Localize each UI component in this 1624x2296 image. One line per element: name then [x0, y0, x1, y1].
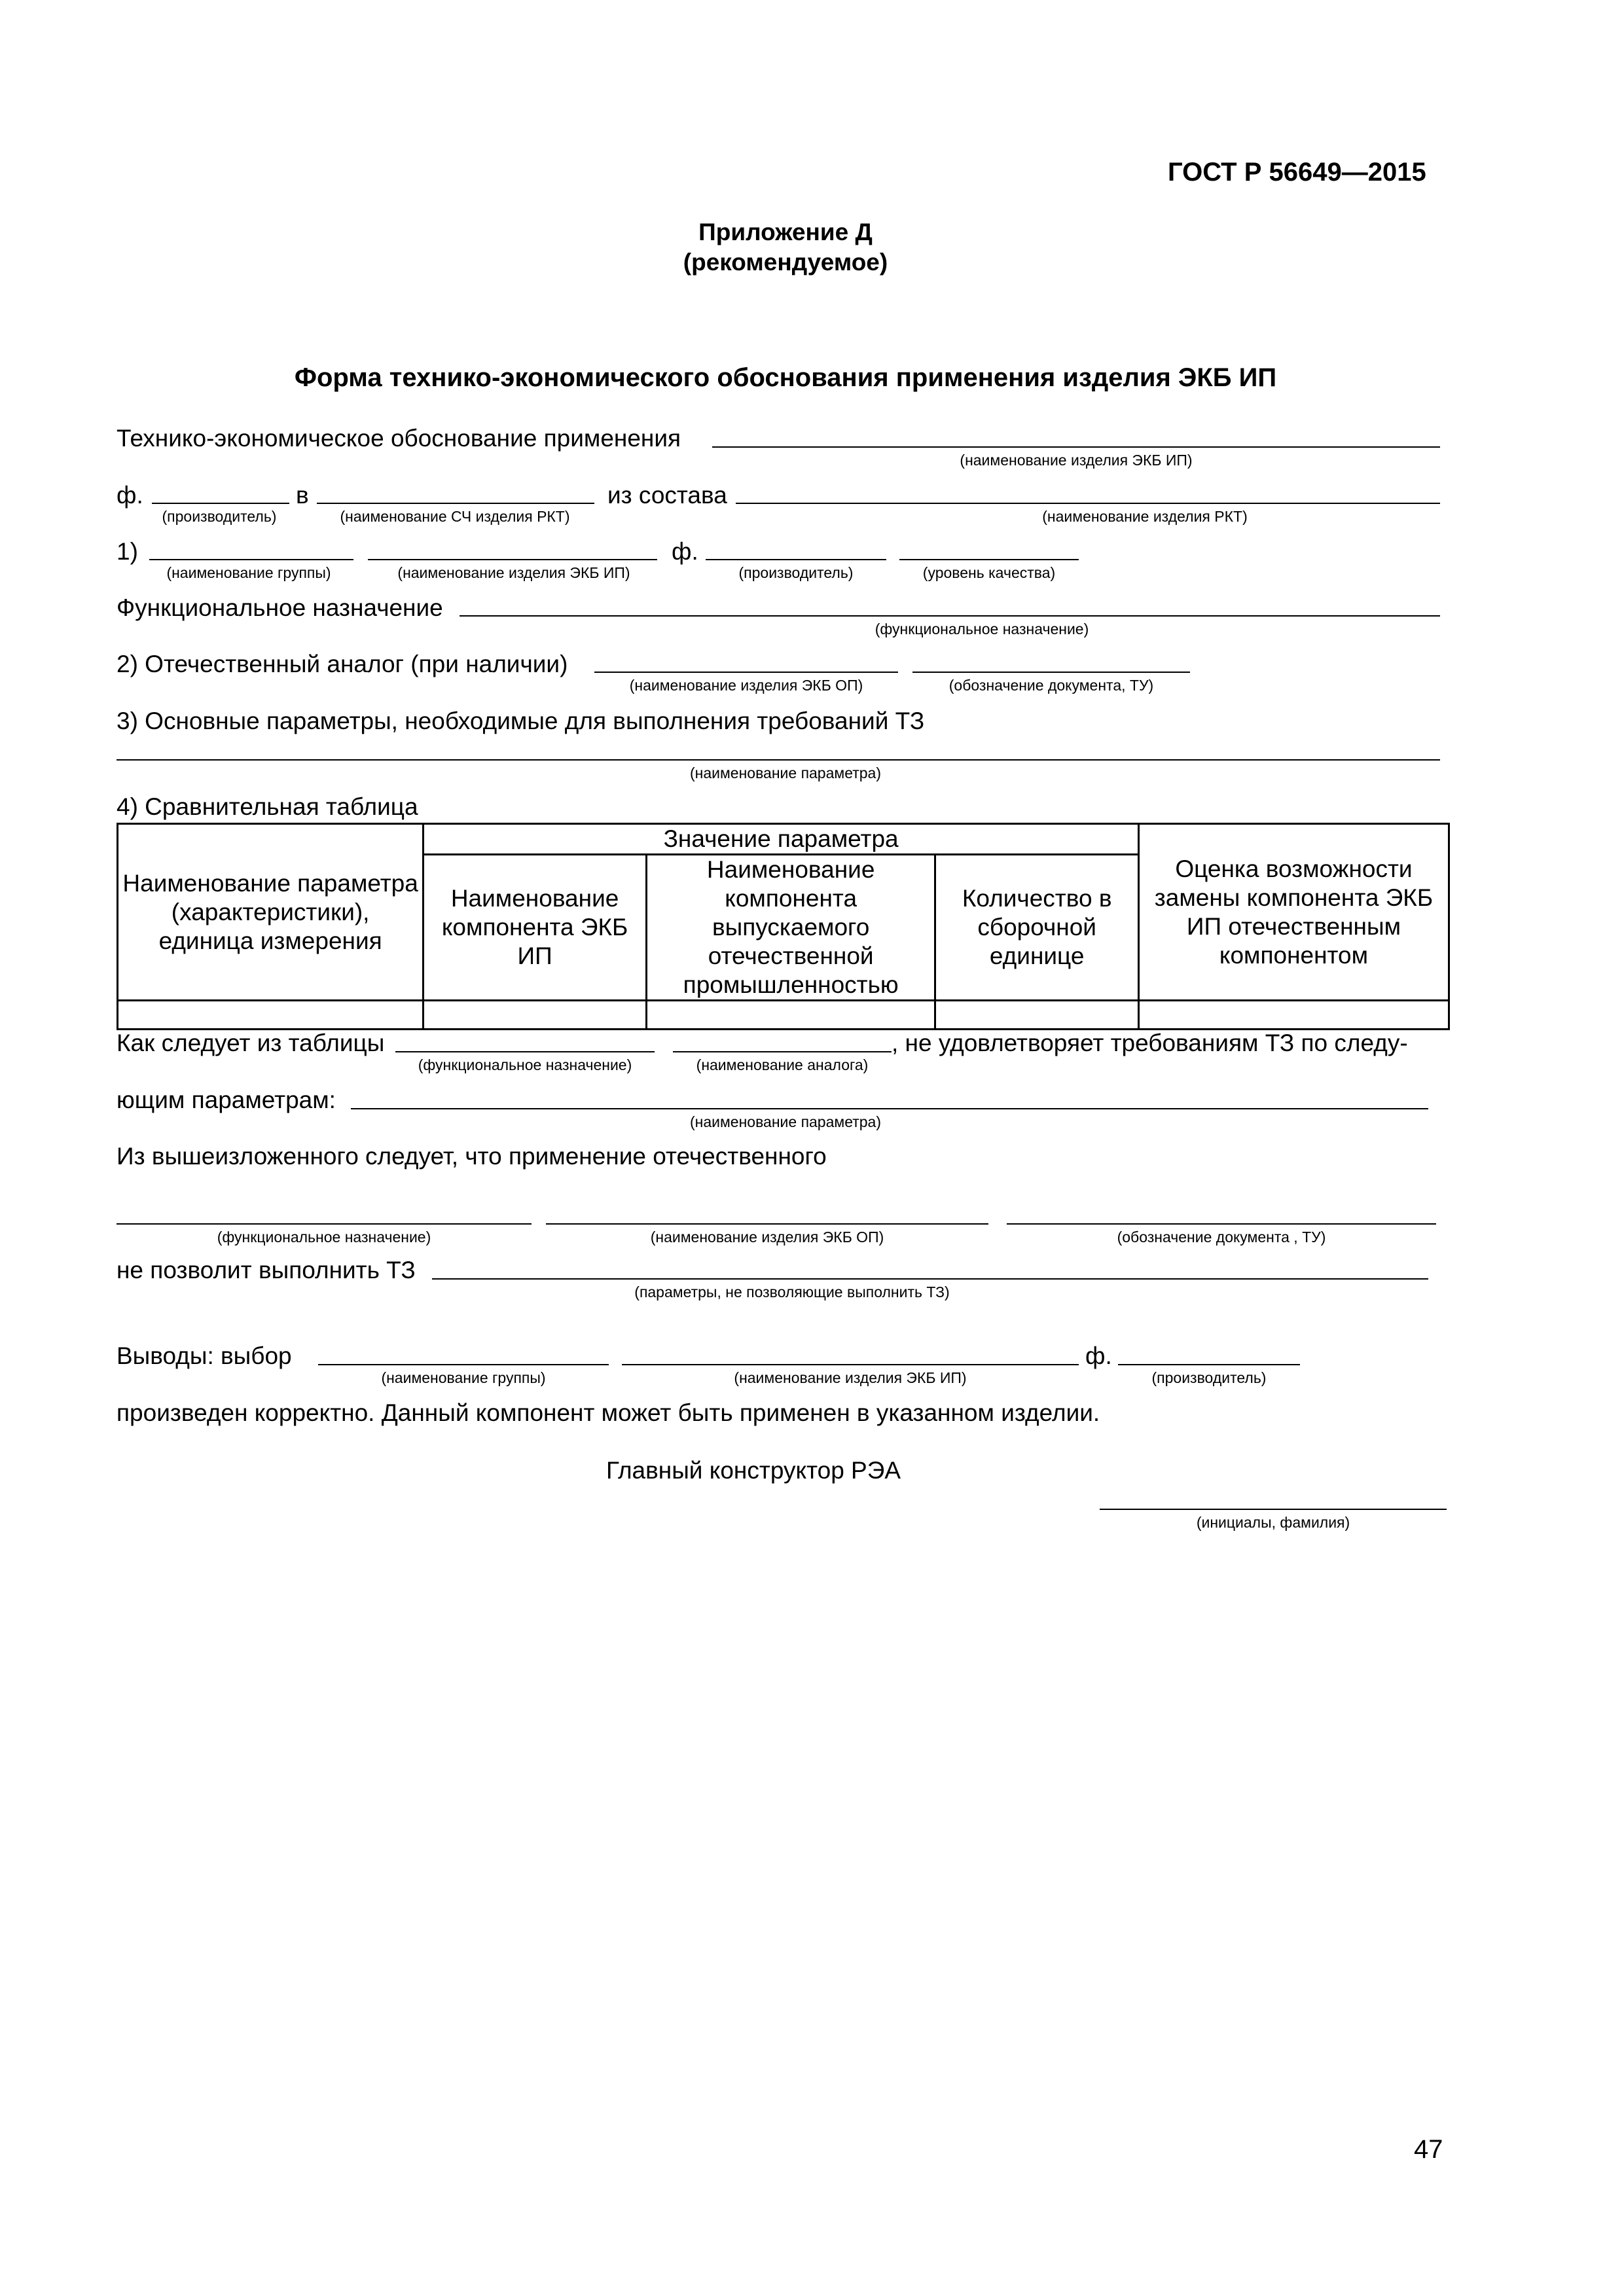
row1-caption: (наименование изделия ЭКБ ИП) [960, 452, 1193, 469]
row2-v-label: в [296, 482, 309, 509]
conclusion-ekb-op2-caption: (наименование изделия ЭКБ ОП) [650, 1229, 884, 1246]
col-ekb-ip-header: Наименование компонента ЭКБ ИП [424, 855, 647, 1001]
row3-num: 1) [117, 538, 138, 565]
col-replacement-header: Оценка возможности замены компонента ЭКБ ИП отечественным компонентом [1138, 824, 1449, 1001]
row3-group-caption: (наименование группы) [166, 564, 331, 581]
conclusion-line1-end: , не удовлетворяет требованиям ТЗ по следу- [892, 1030, 1408, 1056]
col-domestic-header: Наименование компонента выпускаемого отечественной промышленностью [646, 855, 935, 1001]
row3-group-line[interactable] [149, 559, 353, 560]
row2-rkt-caption: (наименование изделия РКТ) [1042, 508, 1248, 525]
row2-f-label: ф. [117, 482, 143, 509]
row3-quality-line[interactable] [899, 559, 1079, 560]
row4-caption: (функциональное назначение) [875, 620, 1089, 637]
outputs-group-caption: (наименование группы) [381, 1369, 546, 1386]
appendix-status: (рекомендуемое) [683, 249, 888, 276]
row2-sch-caption: (наименование СЧ изделия РКТ) [340, 508, 570, 525]
outputs-manufacturer-caption: (производитель) [1151, 1369, 1267, 1386]
row2-iz-label: из состава [607, 482, 727, 509]
conclusion-func-line[interactable] [395, 1051, 655, 1052]
row3-f-label: ф. [672, 538, 698, 565]
table-cell[interactable] [935, 1001, 1139, 1030]
row3-manufacturer-line[interactable] [706, 559, 886, 560]
conclusion-param-caption: (наименование параметра) [689, 1113, 882, 1130]
conclusion-line2: ющим параметрам: [117, 1086, 336, 1113]
outputs-ekb-line[interactable] [622, 1364, 1079, 1365]
row4-func-line[interactable] [460, 615, 1440, 617]
conclusion-ekb-op2-line[interactable] [546, 1223, 988, 1225]
outputs-manufacturer-line[interactable] [1118, 1364, 1300, 1365]
row2-manufacturer-caption: (производитель) [162, 508, 277, 525]
conclusion-fail-line[interactable] [432, 1278, 1428, 1280]
form-title: Форма технико-экономического обоснования применения изделия ЭКБ ИП [294, 363, 1277, 392]
signature-line[interactable] [1100, 1509, 1447, 1510]
row3-quality-caption: (уровень качества) [922, 564, 1056, 581]
row5-doc-line[interactable] [912, 672, 1190, 673]
conclusion-line3: Из вышеизложенного следует, что применение отечественного [117, 1143, 827, 1170]
outputs-f-label: ф. [1085, 1342, 1112, 1369]
row2-manufacturer-line[interactable] [152, 503, 289, 504]
conclusion-doc2-line[interactable] [1007, 1223, 1436, 1225]
comparison-table [117, 823, 1450, 1030]
row2-sch-line[interactable] [317, 503, 594, 504]
conclusion-func2-caption: (функциональное назначение) [217, 1229, 431, 1246]
row3-ekb-line[interactable] [368, 559, 657, 560]
table-cell[interactable] [646, 1001, 935, 1030]
row5-doc-caption: (обозначение документа, ТУ) [948, 677, 1154, 694]
col-parameter-header: Наименование параметра (характеристики), единица измерения [118, 824, 424, 1001]
row1-label: Технико-экономическое обоснование применения [117, 425, 681, 452]
row3-manufacturer-caption: (производитель) [738, 564, 854, 581]
group-value-header: Значение параметра [424, 824, 1139, 855]
table-cell[interactable] [1138, 1001, 1449, 1030]
conclusion-func2-line[interactable] [117, 1223, 532, 1225]
outputs-line2: произведен корректно. Данный компонент может быть применен в указанном изделии. [117, 1399, 1100, 1426]
signature-caption: (инициалы, фамилия) [1196, 1514, 1350, 1531]
table-row [118, 1001, 1449, 1030]
conclusion-line1-start: Как следует из таблицы [117, 1030, 385, 1056]
conclusion-line4: не позволит выполнить ТЗ [117, 1257, 416, 1283]
conclusion-func-caption: (функциональное назначение) [418, 1056, 632, 1073]
outputs-label: Выводы: выбор [117, 1342, 292, 1369]
row6-caption: (наименование параметра) [689, 764, 882, 781]
standard-number: ГОСТ Р 56649—2015 [1168, 158, 1426, 187]
page-number: 47 [1414, 2135, 1443, 2164]
row2-rkt-line[interactable] [736, 503, 1440, 504]
conclusion-analog-line[interactable] [673, 1051, 892, 1052]
row3-ekb-caption: (наименование изделия ЭКБ ИП) [397, 564, 630, 581]
row5-ekb-op-caption: (наименование изделия ЭКБ ОП) [629, 677, 863, 694]
row4-label: Функциональное назначение [117, 594, 443, 621]
signature-title: Главный конструктор РЭА [606, 1457, 901, 1484]
table-label: 4) Сравнительная таблица [117, 793, 418, 820]
row1-ekb-ip-line[interactable] [712, 446, 1440, 448]
table-cell[interactable] [424, 1001, 647, 1030]
outputs-group-line[interactable] [318, 1364, 609, 1365]
row5-ekb-op-line[interactable] [594, 672, 898, 673]
table-cell[interactable] [118, 1001, 424, 1030]
row6-param-line[interactable] [117, 759, 1440, 761]
row5-label: 2) Отечественный аналог (при наличии) [117, 651, 568, 677]
appendix-title: Приложение Д [698, 219, 873, 245]
conclusion-analog-caption: (наименование аналога) [696, 1056, 869, 1073]
conclusion-param-line[interactable] [351, 1108, 1428, 1109]
conclusion-doc2-caption: (обозначение документа , ТУ) [1117, 1229, 1326, 1246]
row6-label: 3) Основные параметры, необходимые для выполнения требований ТЗ [117, 708, 925, 734]
conclusion-fail-caption: (параметры, не позволяющие выполнить ТЗ) [634, 1283, 950, 1300]
outputs-ekb-caption: (наименование изделия ЭКБ ИП) [734, 1369, 967, 1386]
col-quantity-header: Количество в сборочной единице [935, 855, 1139, 1001]
